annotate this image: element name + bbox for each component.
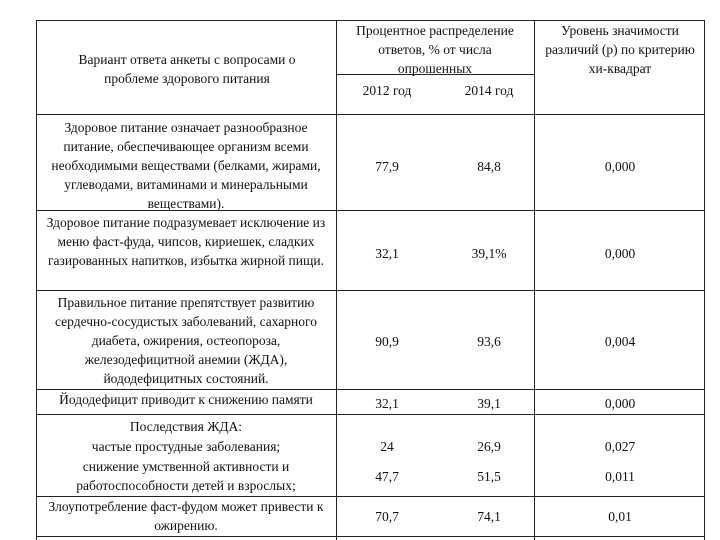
col-divider (534, 20, 535, 540)
value-2012: 47,7 (375, 469, 399, 484)
value-2014: 93,6 (477, 334, 501, 349)
p-value: 0,011 (605, 469, 635, 484)
p-value: 0,01 (608, 509, 632, 524)
header-percent-col: Процентное распределение ответов, % от числа опрошенных (356, 23, 514, 76)
value-2012: 24 (380, 439, 394, 454)
header-bottom-rule (36, 114, 704, 115)
value-2014: 84,8 (477, 159, 501, 174)
value-2014: 39,1% (471, 246, 507, 261)
value-2012: 32,1 (375, 396, 399, 411)
value-2014: 39,1 (477, 396, 501, 411)
p-value: 0,000 (604, 159, 636, 174)
value-2012: 90,9 (375, 334, 399, 349)
value-2012: 77,9 (375, 159, 399, 174)
table-right-border (704, 20, 705, 540)
value-2014: 26,9 (477, 439, 501, 454)
value-2014: 51,5 (477, 469, 501, 484)
row-rule (36, 290, 704, 291)
header-question-col: Вариант ответа анкеты с вопросами о проблеме здорового питания (78, 52, 296, 86)
p-value: 0,004 (604, 334, 636, 349)
answer-group-heading: Последствия ЖДА: (129, 419, 243, 434)
table-left-border (36, 20, 37, 540)
answer-text: Здоровое питание означает разнообразное питание, обеспечивающее организм всеми необходимыми веществами (белками, жирами, углеводами, витаминами и минеральными веществами). (51, 120, 321, 211)
p-value: 0,000 (604, 396, 636, 411)
value-2012: 70,7 (375, 509, 399, 524)
row-rule (36, 536, 704, 537)
answer-text: Злоупотребление фаст-фудом может привести к ожирению. (48, 499, 324, 533)
row-rule (36, 414, 704, 415)
header-year-2014: 2014 год (464, 83, 514, 98)
answer-text: Здоровое питание подразумевает исключение из меню фаст-фуда, чипсов, кириешек, сладких газированных напитков, избытка жирной пищи. (46, 215, 326, 268)
p-value: 0,000 (604, 246, 636, 261)
answer-text: Правильное питание препятствует развитию сердечно-сосудистых заболеваний, сахарного диабета, ожирения, остеопороза, железодефицитной анемии (ЖДА), йододефицитных состояний. (55, 295, 317, 386)
answer-text: Йододефицит приводит к снижению памяти (59, 392, 313, 407)
answer-text: снижение умственной активности и работоспособности детей и взрослых; (76, 459, 296, 493)
header-significance-col: Уровень значимости различий (р) по критерию хи-квадрат (545, 23, 695, 76)
header-year-2012: 2012 год (362, 83, 412, 98)
col-divider (336, 20, 337, 540)
p-value: 0,027 (604, 439, 636, 454)
value-2014: 74,1 (477, 509, 501, 524)
value-2012: 32,1 (375, 246, 399, 261)
answer-text: частые простудные заболевания; (91, 439, 281, 454)
